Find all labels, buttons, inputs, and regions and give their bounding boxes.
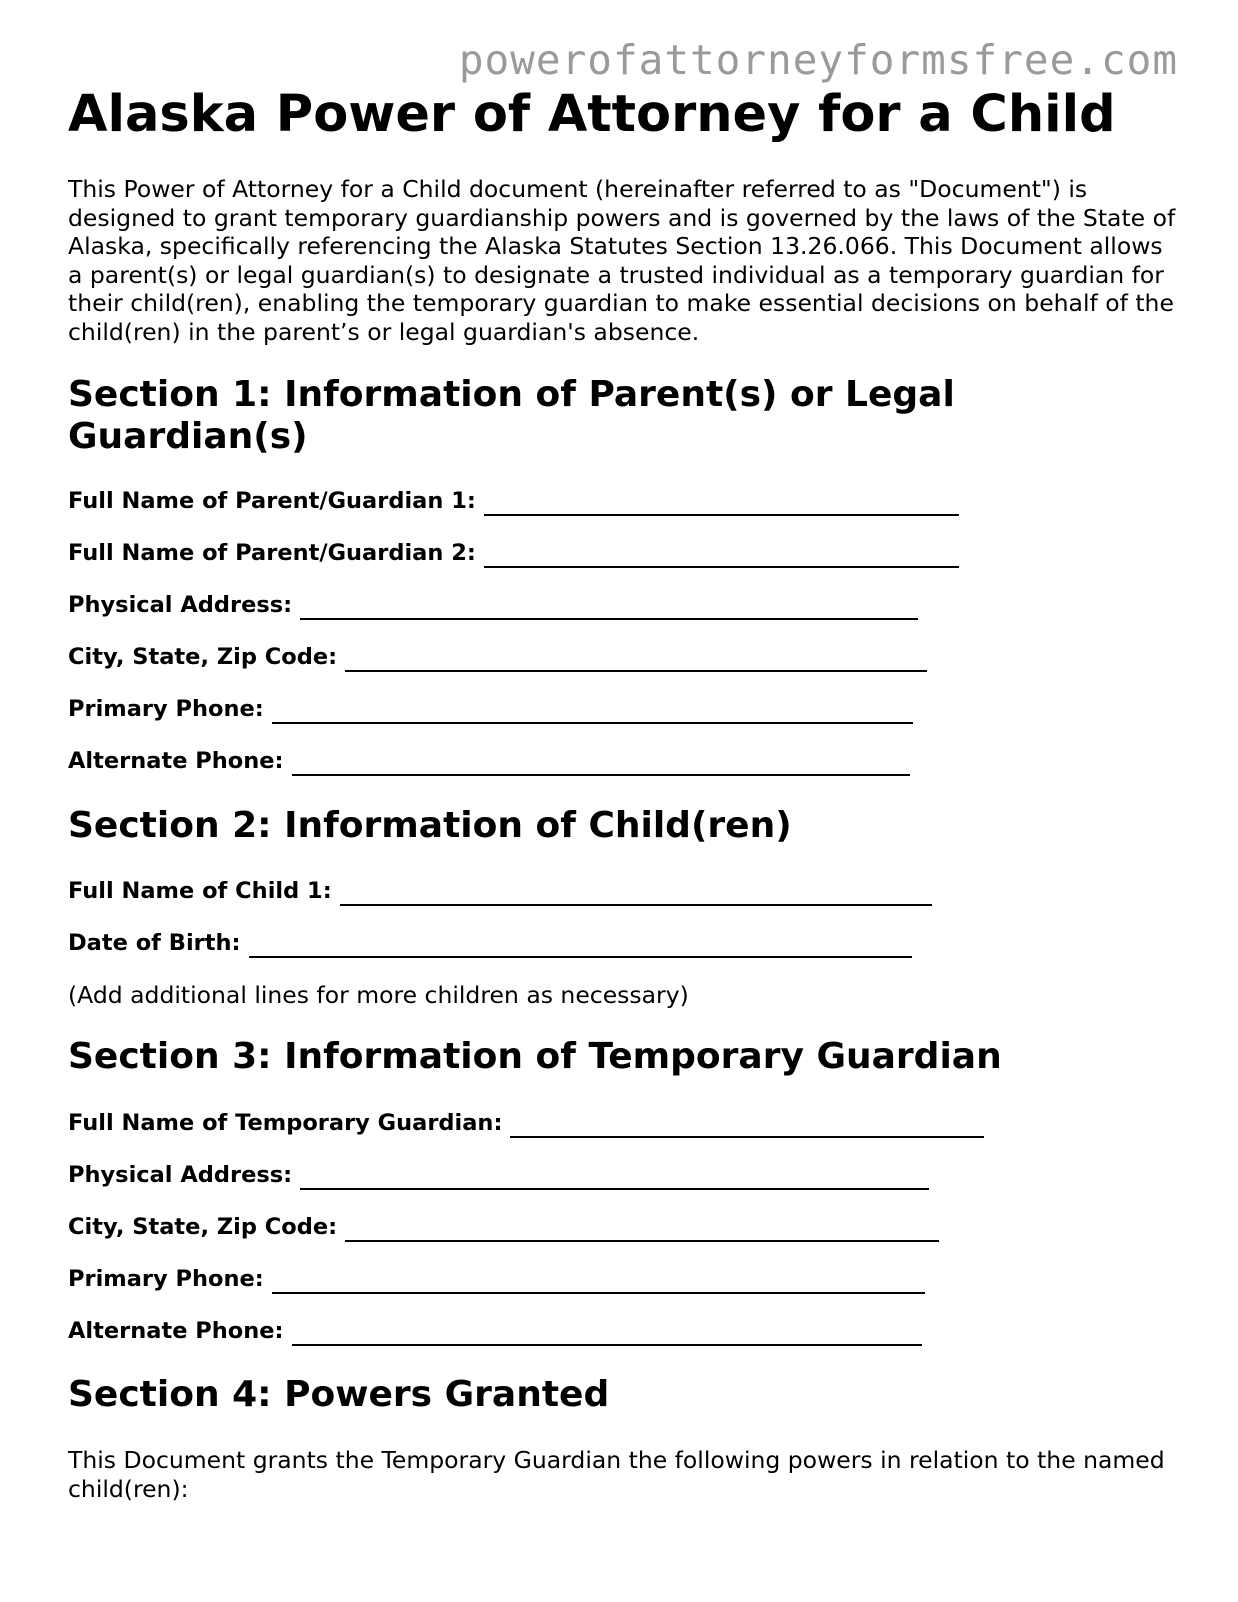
field-label: Date of Birth: xyxy=(68,929,241,956)
fill-in-line[interactable] xyxy=(345,1218,939,1242)
parent-guardian-1-name-field[interactable] xyxy=(68,486,959,516)
fill-in-line[interactable] xyxy=(300,1166,929,1190)
field-label: Physical Address: xyxy=(68,591,293,618)
field-label: Full Name of Temporary Guardian: xyxy=(68,1109,503,1136)
field-label: City, State, Zip Code: xyxy=(68,643,338,670)
guardian-primary-phone-field[interactable] xyxy=(68,1264,925,1294)
field-label: Primary Phone: xyxy=(68,1265,264,1292)
fill-in-line[interactable] xyxy=(510,1114,984,1138)
guardian-alternate-phone-field[interactable] xyxy=(68,1316,922,1346)
child-1-name-field[interactable] xyxy=(68,876,932,906)
fill-in-line[interactable] xyxy=(272,1270,925,1294)
fill-in-line[interactable] xyxy=(292,752,910,776)
section-3-heading: Section 3: Information of Temporary Guardian xyxy=(68,1036,1002,1077)
guardian-physical-address-field[interactable] xyxy=(68,1160,929,1190)
document-title: Alaska Power of Attorney for a Child xyxy=(68,85,1116,144)
field-label: Physical Address: xyxy=(68,1161,293,1188)
child-1-date-of-birth-field[interactable] xyxy=(68,928,912,958)
field-label: Full Name of Parent/Guardian 2: xyxy=(68,539,476,566)
fill-in-line[interactable] xyxy=(300,596,918,620)
section-1-heading: Section 1: Information of Parent(s) or Legal Guardian(s) xyxy=(68,374,955,457)
fill-in-line[interactable] xyxy=(292,1322,922,1346)
parent-guardian-2-name-field[interactable] xyxy=(68,538,959,568)
guardian-city-state-zip-field[interactable] xyxy=(68,1212,939,1242)
parent-city-state-zip-field[interactable] xyxy=(68,642,927,672)
field-label: Full Name of Child 1: xyxy=(68,877,332,904)
field-label: Primary Phone: xyxy=(68,695,264,722)
field-label: Full Name of Parent/Guardian 1: xyxy=(68,487,476,514)
fill-in-line[interactable] xyxy=(484,492,959,516)
fill-in-line[interactable] xyxy=(272,700,913,724)
section-2-heading: Section 2: Information of Child(ren) xyxy=(68,805,792,846)
fill-in-line[interactable] xyxy=(345,648,927,672)
intro-paragraph: This Power of Attorney for a Child document (hereinafter referred to as "Document") is designed to grant temporary guardianship powers and is governed by the laws of the State of Alaska, specifically referencing the Alaska Statutes Section 13.26.066. This Document allows a parent(s) or legal guardian(s) to designate a trusted individual as a temporary guardian for their child(ren), enabling the temporary guardian to make essential decisions on behalf of the child(ren) in the parent’s or legal guardian's absence. xyxy=(68,175,1176,346)
parent-primary-phone-field[interactable] xyxy=(68,694,913,724)
powers-granted-intro: This Document grants the Temporary Guardian the following powers in relation to the named child(ren): xyxy=(68,1446,1165,1503)
watermark-text: powerofattorneyformsfree.com xyxy=(458,36,1178,84)
additional-children-note: (Add additional lines for more children as necessary) xyxy=(68,981,689,1009)
field-label: Alternate Phone: xyxy=(68,1317,284,1344)
fill-in-line[interactable] xyxy=(249,934,912,958)
section-4-heading: Section 4: Powers Granted xyxy=(68,1374,610,1415)
fill-in-line[interactable] xyxy=(484,544,959,568)
parent-alternate-phone-field[interactable] xyxy=(68,746,910,776)
field-label: Alternate Phone: xyxy=(68,747,284,774)
fill-in-line[interactable] xyxy=(340,882,932,906)
temporary-guardian-name-field[interactable] xyxy=(68,1108,984,1138)
field-label: City, State, Zip Code: xyxy=(68,1213,338,1240)
parent-physical-address-field[interactable] xyxy=(68,590,918,620)
